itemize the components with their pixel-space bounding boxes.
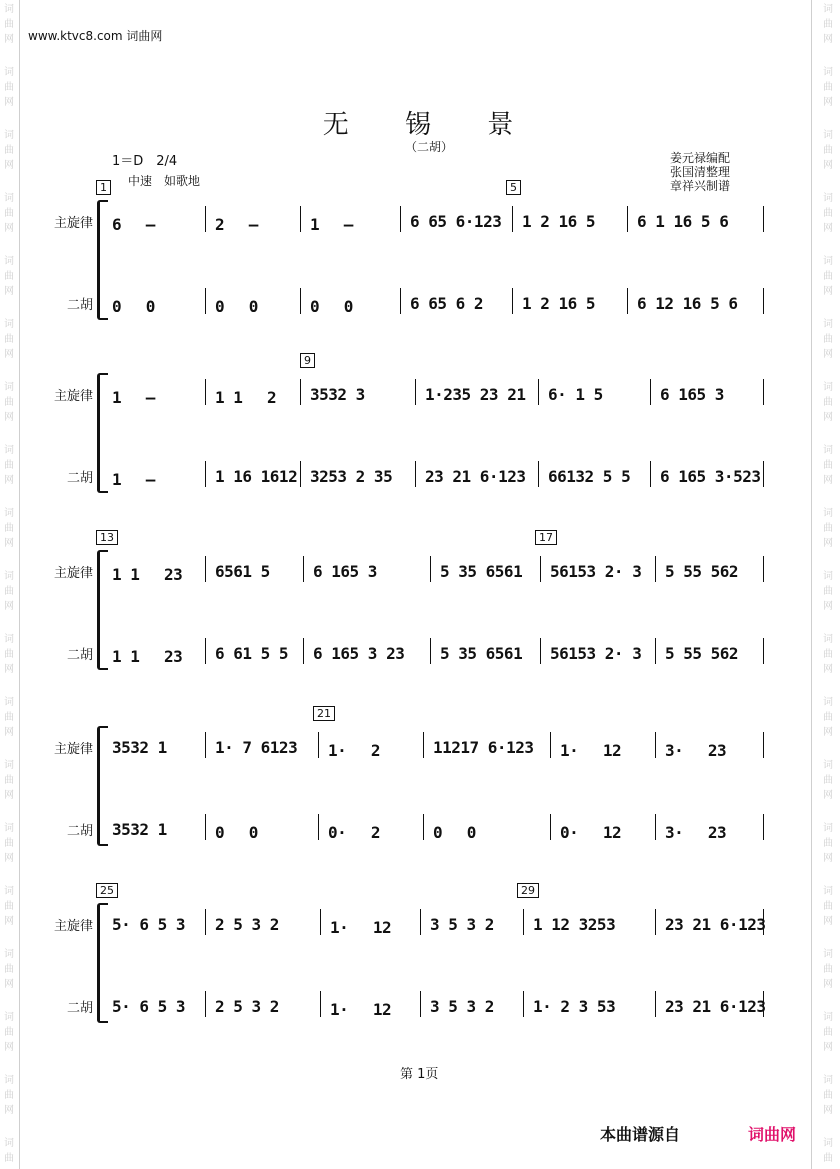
watermark-char: 词 bbox=[4, 130, 14, 141]
part-label-erhu: 二胡 bbox=[67, 471, 94, 486]
watermark-char: 网 bbox=[823, 223, 833, 234]
barline bbox=[655, 732, 656, 758]
watermark-char: 词 bbox=[4, 1012, 14, 1023]
erhu-measure-notes: 5 55 562 bbox=[665, 644, 739, 663]
barline bbox=[650, 379, 651, 405]
watermark-char: 曲 bbox=[823, 901, 833, 912]
part-label-erhu: 二胡 bbox=[67, 298, 94, 313]
melody-measure-notes: 2 5 3 2 bbox=[215, 915, 279, 934]
watermark-char: 词 bbox=[4, 4, 14, 15]
watermark-char: 网 bbox=[823, 538, 833, 549]
watermark-char: 曲 bbox=[823, 1027, 833, 1038]
barline bbox=[300, 379, 301, 405]
credit-editor: 张国清整理 bbox=[670, 165, 731, 179]
watermark-char: 网 bbox=[823, 853, 833, 864]
watermark-char: 网 bbox=[823, 34, 833, 45]
system-brace bbox=[97, 726, 108, 846]
watermark-char: 曲 bbox=[4, 1153, 14, 1164]
watermark-char: 曲 bbox=[4, 523, 14, 534]
measure-number: 17 bbox=[535, 530, 557, 545]
watermark-char: 词 bbox=[823, 697, 833, 708]
watermark-char: 网 bbox=[823, 664, 833, 675]
erhu-measure-notes: 1 16 1612 bbox=[215, 467, 298, 486]
watermark-char: 词 bbox=[4, 256, 14, 267]
barline bbox=[763, 379, 764, 405]
melody-measure-notes: 3532 3 bbox=[310, 385, 365, 404]
watermark-char: 网 bbox=[823, 790, 833, 801]
watermark-char: 词 bbox=[823, 760, 833, 771]
tempo-marking: 中速 如歌地 bbox=[128, 174, 201, 188]
watermark-char: 词 bbox=[823, 382, 833, 393]
watermark-char: 曲 bbox=[4, 775, 14, 786]
melody-measure-notes: 3 5 3 2 bbox=[430, 915, 494, 934]
watermark-char: 曲 bbox=[823, 397, 833, 408]
watermark-char: 网 bbox=[4, 34, 14, 45]
watermark-char: 词 bbox=[4, 193, 14, 204]
barline bbox=[400, 206, 401, 232]
melody-measure-notes: 6 165 3 bbox=[313, 562, 377, 581]
barline bbox=[655, 638, 656, 664]
barline bbox=[205, 556, 206, 582]
watermark-char: 词 bbox=[823, 67, 833, 78]
barline bbox=[655, 909, 656, 935]
barline bbox=[538, 461, 539, 487]
watermark-char: 网 bbox=[4, 601, 14, 612]
melody-measure-notes: 1 1 2 bbox=[215, 388, 277, 407]
barline bbox=[763, 638, 764, 664]
erhu-measure-notes: 66132 5 5 bbox=[548, 467, 631, 486]
watermark-char: 曲 bbox=[4, 1090, 14, 1101]
watermark-char: 词 bbox=[4, 571, 14, 582]
erhu-measure-notes: 6 165 3 23 bbox=[313, 644, 405, 663]
watermark-char: 网 bbox=[823, 1105, 833, 1116]
watermark-char: 词 bbox=[4, 1075, 14, 1086]
system-brace bbox=[97, 550, 108, 670]
barline bbox=[420, 991, 421, 1017]
watermark-char: 网 bbox=[4, 853, 14, 864]
erhu-measure-notes: 0 0 bbox=[215, 297, 258, 316]
melody-measure-notes: 1 1 23 bbox=[112, 565, 183, 584]
measure-number: 25 bbox=[96, 883, 118, 898]
erhu-measure-notes: 5· 6 5 3 bbox=[112, 997, 186, 1016]
barline bbox=[430, 556, 431, 582]
watermark-char: 词 bbox=[823, 886, 833, 897]
part-label-melody: 主旋律 bbox=[54, 742, 94, 757]
watermark-char: 词 bbox=[823, 508, 833, 519]
barline bbox=[318, 814, 319, 840]
watermark-char: 词 bbox=[4, 1138, 14, 1149]
erhu-measure-notes: 1 – bbox=[112, 470, 155, 489]
watermark-char: 词 bbox=[823, 1012, 833, 1023]
erhu-measure-notes: 1 1 23 bbox=[112, 647, 183, 666]
watermark-char: 曲 bbox=[823, 460, 833, 471]
barline bbox=[540, 556, 541, 582]
watermark-char: 曲 bbox=[4, 208, 14, 219]
part-label-melody: 主旋律 bbox=[54, 216, 94, 231]
watermark-char: 曲 bbox=[4, 397, 14, 408]
watermark-char: 曲 bbox=[4, 901, 14, 912]
watermark-char: 词 bbox=[4, 508, 14, 519]
barline bbox=[627, 288, 628, 314]
part-label-melody: 主旋律 bbox=[54, 566, 94, 581]
watermark-char: 网 bbox=[823, 349, 833, 360]
watermark-char: 网 bbox=[4, 223, 14, 234]
score-subtitle: （二胡） bbox=[405, 140, 454, 154]
barline bbox=[763, 288, 764, 314]
erhu-measure-notes: 1· 12 bbox=[330, 1000, 392, 1019]
watermark-char: 曲 bbox=[823, 838, 833, 849]
system-brace bbox=[97, 903, 108, 1023]
barline bbox=[205, 638, 206, 664]
melody-measure-notes: 23 21 6·123 bbox=[665, 915, 766, 934]
watermark-char: 词 bbox=[4, 445, 14, 456]
barline bbox=[763, 814, 764, 840]
barline bbox=[320, 991, 321, 1017]
system-brace bbox=[97, 200, 108, 320]
watermark-char: 词 bbox=[823, 1075, 833, 1086]
melody-measure-notes: 3532 1 bbox=[112, 738, 167, 757]
watermark-char: 网 bbox=[823, 727, 833, 738]
melody-measure-notes: 1 12 3253 bbox=[533, 915, 616, 934]
barline bbox=[763, 461, 764, 487]
measure-number: 21 bbox=[313, 706, 335, 721]
watermark-char: 词 bbox=[4, 697, 14, 708]
barline bbox=[650, 461, 651, 487]
erhu-measure-notes: 1 2 16 5 bbox=[522, 294, 596, 313]
melody-measure-notes: 2 – bbox=[215, 215, 258, 234]
part-label-melody: 主旋律 bbox=[54, 919, 94, 934]
melody-measure-notes: 1 – bbox=[112, 388, 155, 407]
watermark-char: 曲 bbox=[823, 1090, 833, 1101]
barline bbox=[512, 206, 513, 232]
credit-arranger: 姜元禄编配 bbox=[670, 151, 731, 165]
watermark-char: 词 bbox=[823, 949, 833, 960]
erhu-measure-notes: 0· 2 bbox=[328, 823, 381, 842]
barline bbox=[205, 206, 206, 232]
barline bbox=[655, 814, 656, 840]
erhu-measure-notes: 23 21 6·123 bbox=[665, 997, 766, 1016]
barline bbox=[205, 732, 206, 758]
score-system bbox=[0, 532, 840, 672]
watermark-char: 网 bbox=[823, 475, 833, 486]
watermark-char: 曲 bbox=[823, 775, 833, 786]
watermark-char: 曲 bbox=[823, 649, 833, 660]
barline bbox=[303, 638, 304, 664]
watermark-char: 词 bbox=[4, 949, 14, 960]
footer-source-label: 本曲谱源自 bbox=[600, 1125, 681, 1144]
watermark-char: 词 bbox=[823, 130, 833, 141]
erhu-measure-notes: 5 35 6561 bbox=[440, 644, 523, 663]
melody-measure-notes: 1 2 16 5 bbox=[522, 212, 596, 231]
watermark-char: 网 bbox=[823, 601, 833, 612]
score-system bbox=[0, 355, 840, 495]
watermark-char: 曲 bbox=[823, 1153, 833, 1164]
watermark-char: 词 bbox=[823, 319, 833, 330]
melody-measure-notes: 1· 7 6123 bbox=[215, 738, 298, 757]
watermark-char: 网 bbox=[4, 979, 14, 990]
watermark-char: 词 bbox=[823, 634, 833, 645]
melody-measure-notes: 1· 12 bbox=[560, 741, 622, 760]
barline bbox=[423, 732, 424, 758]
page-number: 第 1页 bbox=[400, 1067, 439, 1082]
barline bbox=[300, 288, 301, 314]
watermark-char: 曲 bbox=[823, 271, 833, 282]
erhu-measure-notes: 3· 23 bbox=[665, 823, 727, 842]
key-signature: 1＝D 2/4 bbox=[112, 154, 178, 169]
watermark-char: 网 bbox=[823, 286, 833, 297]
watermark-char: 曲 bbox=[4, 145, 14, 156]
part-label-melody: 主旋律 bbox=[54, 389, 94, 404]
melody-measure-notes: 11217 6·123 bbox=[433, 738, 534, 757]
erhu-measure-notes: 6 61 5 5 bbox=[215, 644, 289, 663]
watermark-char: 网 bbox=[4, 664, 14, 675]
melody-measure-notes: 5 35 6561 bbox=[440, 562, 523, 581]
erhu-measure-notes: 6 165 3·523 bbox=[660, 467, 761, 486]
score-system bbox=[0, 182, 840, 322]
measure-number: 29 bbox=[517, 883, 539, 898]
watermark-char: 词 bbox=[823, 193, 833, 204]
erhu-measure-notes: 23 21 6·123 bbox=[425, 467, 526, 486]
barline bbox=[430, 638, 431, 664]
barline bbox=[205, 461, 206, 487]
part-label-erhu: 二胡 bbox=[67, 648, 94, 663]
watermark-char: 词 bbox=[4, 382, 14, 393]
footer-site-link[interactable]: 词曲网 bbox=[748, 1125, 797, 1144]
watermark-char: 网 bbox=[4, 160, 14, 171]
erhu-measure-notes: 0· 12 bbox=[560, 823, 622, 842]
watermark-char: 曲 bbox=[823, 964, 833, 975]
watermark-char: 词 bbox=[823, 445, 833, 456]
melody-measure-notes: 5 55 562 bbox=[665, 562, 739, 581]
watermark-char: 词 bbox=[4, 823, 14, 834]
erhu-measure-notes: 3532 1 bbox=[112, 820, 167, 839]
watermark-char: 曲 bbox=[823, 145, 833, 156]
barline bbox=[303, 556, 304, 582]
erhu-measure-notes: 0 0 bbox=[112, 297, 155, 316]
erhu-measure-notes: 56153 2· 3 bbox=[550, 644, 642, 663]
system-brace bbox=[97, 373, 108, 493]
watermark-char: 曲 bbox=[4, 82, 14, 93]
barline bbox=[400, 288, 401, 314]
melody-measure-notes: 6561 5 bbox=[215, 562, 270, 581]
erhu-measure-notes: 2 5 3 2 bbox=[215, 997, 279, 1016]
watermark-char: 网 bbox=[4, 727, 14, 738]
erhu-measure-notes: 3 5 3 2 bbox=[430, 997, 494, 1016]
barline bbox=[763, 556, 764, 582]
watermark-char: 曲 bbox=[823, 523, 833, 534]
watermark-char: 曲 bbox=[4, 334, 14, 345]
watermark-char: 曲 bbox=[4, 964, 14, 975]
melody-measure-notes: 6 65 6·123 bbox=[410, 212, 502, 231]
watermark-char: 曲 bbox=[4, 460, 14, 471]
barline bbox=[655, 991, 656, 1017]
barline bbox=[763, 732, 764, 758]
barline bbox=[423, 814, 424, 840]
watermark-char: 词 bbox=[823, 256, 833, 267]
erhu-measure-notes: 6 65 6 2 bbox=[410, 294, 484, 313]
erhu-measure-notes: 1· 2 3 53 bbox=[533, 997, 616, 1016]
barline bbox=[523, 909, 524, 935]
watermark-char: 词 bbox=[823, 823, 833, 834]
melody-measure-notes: 3· 23 bbox=[665, 741, 727, 760]
barline bbox=[205, 379, 206, 405]
barline bbox=[540, 638, 541, 664]
melody-measure-notes: 6· 1 5 bbox=[548, 385, 603, 404]
melody-measure-notes: 1· 12 bbox=[330, 918, 392, 937]
measure-number: 5 bbox=[506, 180, 521, 195]
part-label-erhu: 二胡 bbox=[67, 824, 94, 839]
erhu-measure-notes: 0 0 bbox=[433, 823, 476, 842]
watermark-char: 网 bbox=[4, 1105, 14, 1116]
melody-measure-notes: 1· 2 bbox=[328, 741, 381, 760]
watermark-char: 网 bbox=[4, 538, 14, 549]
watermark-char: 曲 bbox=[823, 208, 833, 219]
melody-measure-notes: 1·235 23 21 bbox=[425, 385, 526, 404]
watermark-char: 曲 bbox=[4, 838, 14, 849]
barline bbox=[550, 732, 551, 758]
erhu-measure-notes: 0 0 bbox=[310, 297, 353, 316]
watermark-char: 曲 bbox=[823, 334, 833, 345]
watermark-char: 曲 bbox=[823, 586, 833, 597]
site-header[interactable]: www.ktvc8.com 词曲网 bbox=[28, 29, 163, 43]
watermark-char: 词 bbox=[823, 571, 833, 582]
watermark-char: 词 bbox=[4, 319, 14, 330]
watermark-char: 曲 bbox=[4, 586, 14, 597]
measure-number: 13 bbox=[96, 530, 118, 545]
barline bbox=[300, 461, 301, 487]
barline bbox=[523, 991, 524, 1017]
erhu-measure-notes: 3253 2 35 bbox=[310, 467, 393, 486]
part-label-erhu: 二胡 bbox=[67, 1001, 94, 1016]
watermark-char: 网 bbox=[823, 412, 833, 423]
barline bbox=[205, 909, 206, 935]
barline bbox=[538, 379, 539, 405]
watermark-char: 词 bbox=[823, 4, 833, 15]
melody-measure-notes: 1 – bbox=[310, 215, 353, 234]
watermark-char: 曲 bbox=[4, 271, 14, 282]
barline bbox=[415, 379, 416, 405]
barline bbox=[550, 814, 551, 840]
barline bbox=[512, 288, 513, 314]
measure-number: 9 bbox=[300, 353, 315, 368]
watermark-char: 曲 bbox=[823, 19, 833, 30]
watermark-char: 曲 bbox=[4, 649, 14, 660]
melody-measure-notes: 5· 6 5 3 bbox=[112, 915, 186, 934]
score-system bbox=[0, 885, 840, 1025]
barline bbox=[320, 909, 321, 935]
watermark-char: 词 bbox=[4, 634, 14, 645]
barline bbox=[655, 556, 656, 582]
watermark-char: 网 bbox=[4, 475, 14, 486]
watermark-char: 网 bbox=[4, 349, 14, 360]
barline bbox=[420, 909, 421, 935]
barline bbox=[627, 206, 628, 232]
watermark-char: 网 bbox=[4, 286, 14, 297]
watermark-char: 网 bbox=[823, 916, 833, 927]
erhu-measure-notes: 6 12 16 5 6 bbox=[637, 294, 738, 313]
watermark-char: 网 bbox=[4, 916, 14, 927]
watermark-char: 曲 bbox=[823, 82, 833, 93]
watermark-char: 网 bbox=[4, 790, 14, 801]
watermark-char: 曲 bbox=[4, 712, 14, 723]
watermark-char: 网 bbox=[823, 97, 833, 108]
score-system bbox=[0, 708, 840, 848]
watermark-char: 网 bbox=[823, 160, 833, 171]
melody-measure-notes: 56153 2· 3 bbox=[550, 562, 642, 581]
erhu-measure-notes: 0 0 bbox=[215, 823, 258, 842]
watermark-char: 网 bbox=[823, 979, 833, 990]
watermark-char: 词 bbox=[4, 886, 14, 897]
barline bbox=[205, 991, 206, 1017]
watermark-char: 词 bbox=[4, 760, 14, 771]
barline bbox=[763, 206, 764, 232]
melody-measure-notes: 6 – bbox=[112, 215, 155, 234]
score-title: 无 锡 景 bbox=[322, 110, 538, 140]
watermark-char: 曲 bbox=[823, 712, 833, 723]
barline bbox=[318, 732, 319, 758]
watermark-char: 网 bbox=[4, 412, 14, 423]
barline bbox=[300, 206, 301, 232]
credit-engraver: 章祥兴制谱 bbox=[670, 179, 731, 193]
watermark-char: 词 bbox=[823, 1138, 833, 1149]
melody-measure-notes: 6 1 16 5 6 bbox=[637, 212, 729, 231]
barline bbox=[415, 461, 416, 487]
watermark-char: 词 bbox=[4, 67, 14, 78]
measure-number: 1 bbox=[96, 180, 111, 195]
watermark-char: 网 bbox=[4, 97, 14, 108]
watermark-char: 曲 bbox=[4, 1027, 14, 1038]
watermark-char: 曲 bbox=[4, 19, 14, 30]
barline bbox=[205, 288, 206, 314]
barline bbox=[205, 814, 206, 840]
watermark-char: 网 bbox=[4, 1042, 14, 1053]
watermark-char: 网 bbox=[823, 1042, 833, 1053]
melody-measure-notes: 6 165 3 bbox=[660, 385, 724, 404]
